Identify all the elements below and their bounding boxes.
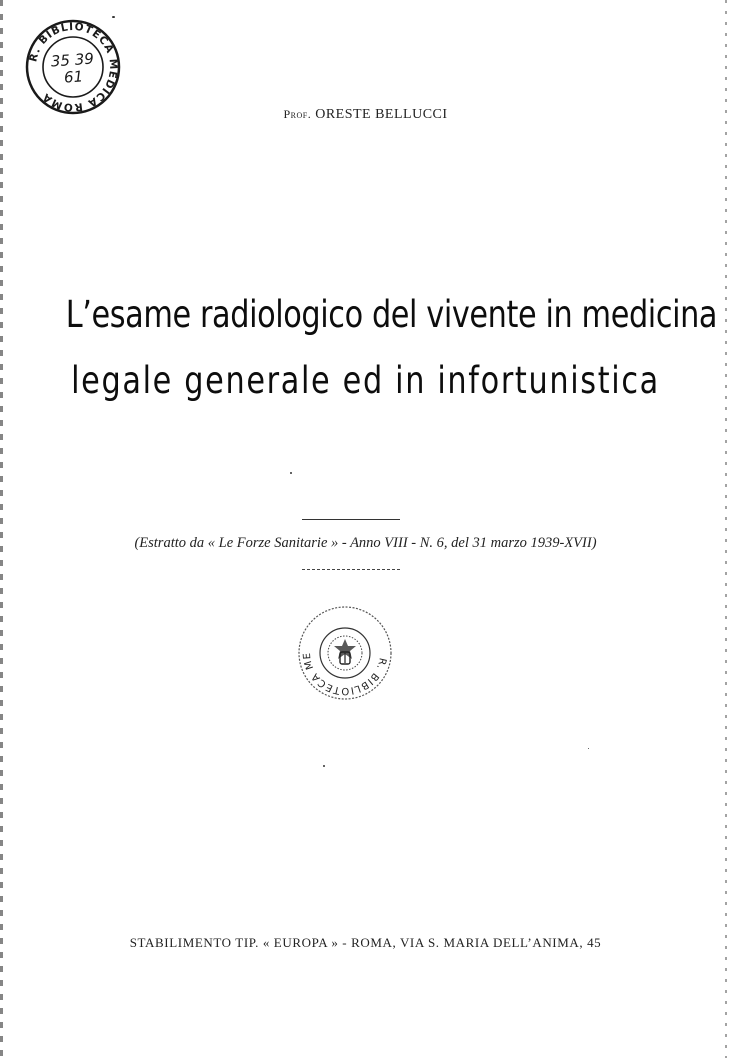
- author-prefix: Prof.: [283, 107, 312, 121]
- stamp-center-ring-text: R. BIBLIOTECA ME: [301, 651, 388, 697]
- divider-bottom: [302, 569, 400, 570]
- title-line-1: L’esame radiologico del vivente in medicina: [65, 293, 718, 336]
- extract-note: (Estratto da « Le Forze Sanitarie » - Anno VIII - N. 6, del 31 marzo 1939-XVII): [134, 535, 597, 551]
- scan-edge-right: [725, 0, 727, 1058]
- scan-speck: [290, 472, 292, 474]
- author-line: [0, 107, 731, 123]
- title-line-2: legale generale ed in infortunistica: [71, 359, 660, 402]
- divider-top: [302, 519, 400, 520]
- library-stamp-center: [296, 604, 394, 702]
- document-title: [65, 282, 718, 414]
- scan-edge-left: [0, 0, 3, 1058]
- library-stamp-top: [24, 18, 122, 116]
- stamp-top-ring-text: R. BIBLIOTECA MEDICA ROMA: [27, 20, 120, 114]
- author-name: ORESTE BELLUCCI: [315, 107, 448, 122]
- shelf-mark: [23, 49, 123, 90]
- shelf-mark-line2: 61: [63, 67, 84, 87]
- scan-speck: [323, 765, 325, 767]
- printer-imprint: STABILIMENTO TIP. « EUROPA » - ROMA, VIA S. MARIA DELL’ANIMA, 45: [129, 935, 602, 950]
- shelf-mark-line1: 35 39: [50, 49, 95, 71]
- scan-speck: [588, 748, 589, 749]
- scan-speck: [112, 16, 115, 18]
- stamp-seal-icon: [296, 604, 394, 702]
- crest-emblem-icon: [328, 636, 362, 670]
